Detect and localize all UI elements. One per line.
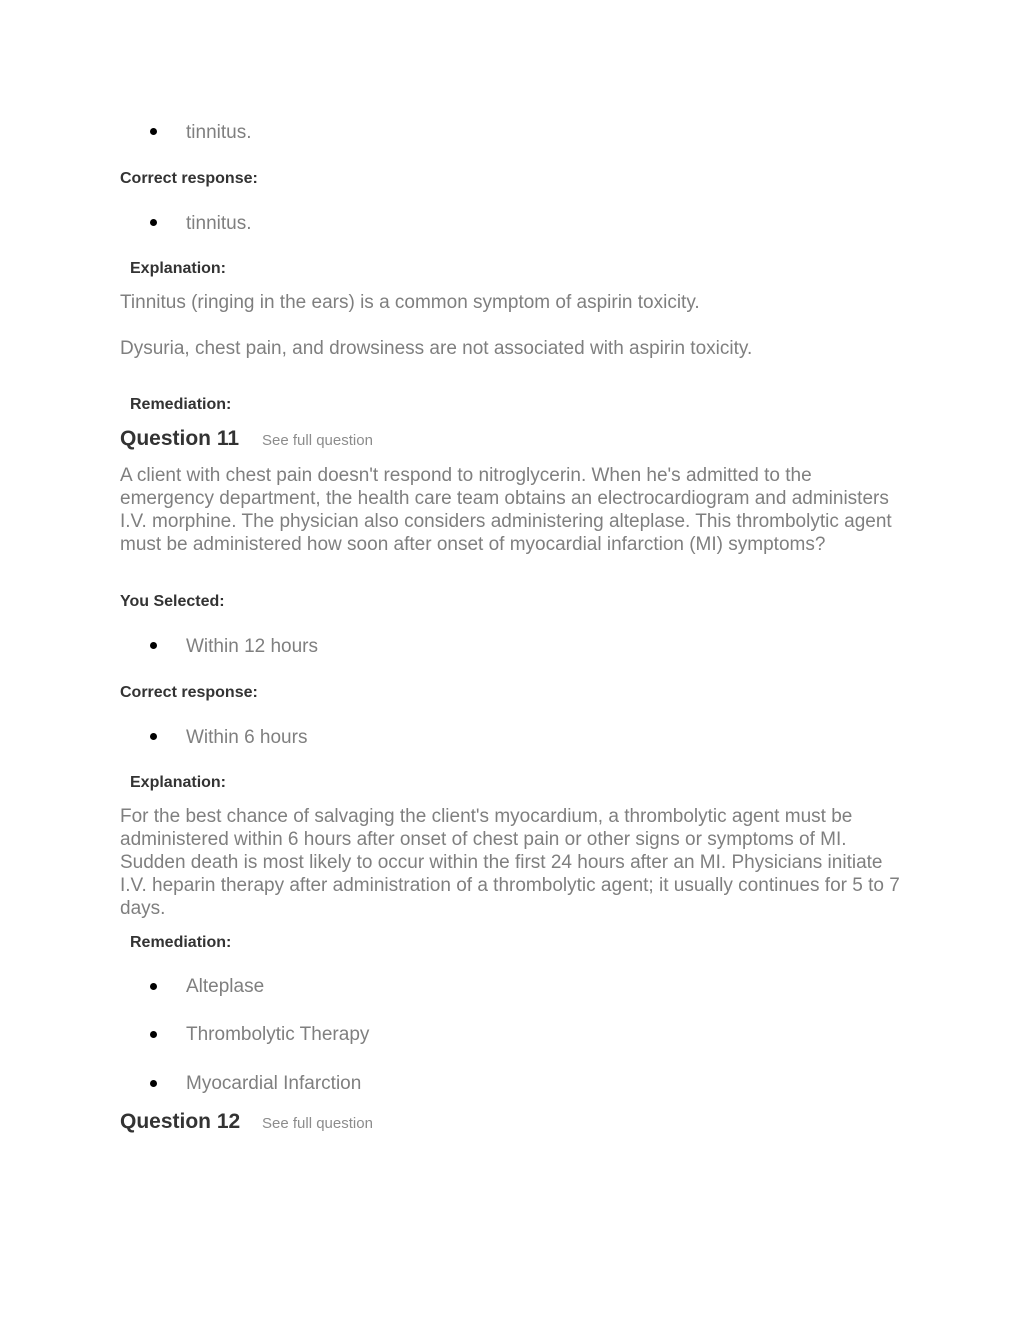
bullet-icon (150, 733, 157, 740)
selected-answer-item: Within 12 hours (186, 636, 319, 657)
question-title: Question 12 (120, 1110, 241, 1133)
explanation-label: Explanation: (130, 260, 227, 277)
question-text: A client with chest pain doesn't respond to nitroglycerin. When he's admitted to the emergency department, the health care team obtains an electrocardiogram and administers I.V. morphine. The physician also considers administering alteplase. This thrombolytic agent must be administered how soon after onset of myocardial infarction (MI) symptoms? (120, 465, 892, 555)
correct-answer-item: Within 6 hours (186, 727, 308, 748)
explanation-paragraph: Tinnitus (ringing in the ears) is a common symptom of aspirin toxicity. (120, 292, 700, 313)
explanation-paragraph: For the best chance of salvaging the client's myocardium, a thrombolytic agent must be administered within 6 hours after onset of chest pain or other signs or symptoms of MI. Sudden death is most likely to occur within the first 24 hours after an MI. Physicians initiate I.V. heparin therapy after administration of a thrombolytic agent; it usually continues for 5 to 7 days. (120, 806, 900, 919)
explanation-paragraph: Dysuria, chest pain, and drowsiness are not associated with aspirin toxicity. (120, 338, 753, 359)
see-full-question-link[interactable]: See full question (262, 1115, 373, 1132)
correct-answer-item: tinnitus. (186, 213, 252, 234)
remediation-item[interactable]: Thrombolytic Therapy (186, 1024, 370, 1045)
see-full-question-link[interactable]: See full question (262, 432, 373, 449)
remediation-label: Remediation: (130, 934, 232, 951)
remediation-item[interactable]: Myocardial Infarction (186, 1073, 362, 1094)
you-selected-label: You Selected: (120, 593, 225, 610)
remediation-item[interactable]: Alteplase (186, 976, 265, 997)
correct-response-label: Correct response: (120, 684, 258, 701)
correct-response-label: Correct response: (120, 170, 258, 187)
bullet-icon (150, 128, 157, 135)
question-title: Question 11 (120, 427, 240, 450)
bullet-icon (150, 1080, 157, 1087)
bullet-icon (150, 983, 157, 990)
bullet-icon (150, 1031, 157, 1038)
explanation-label: Explanation: (130, 774, 227, 791)
bullet-icon (150, 219, 157, 226)
selected-answer-item: tinnitus. (186, 122, 252, 143)
bullet-icon (150, 642, 157, 649)
remediation-label: Remediation: (130, 396, 232, 413)
